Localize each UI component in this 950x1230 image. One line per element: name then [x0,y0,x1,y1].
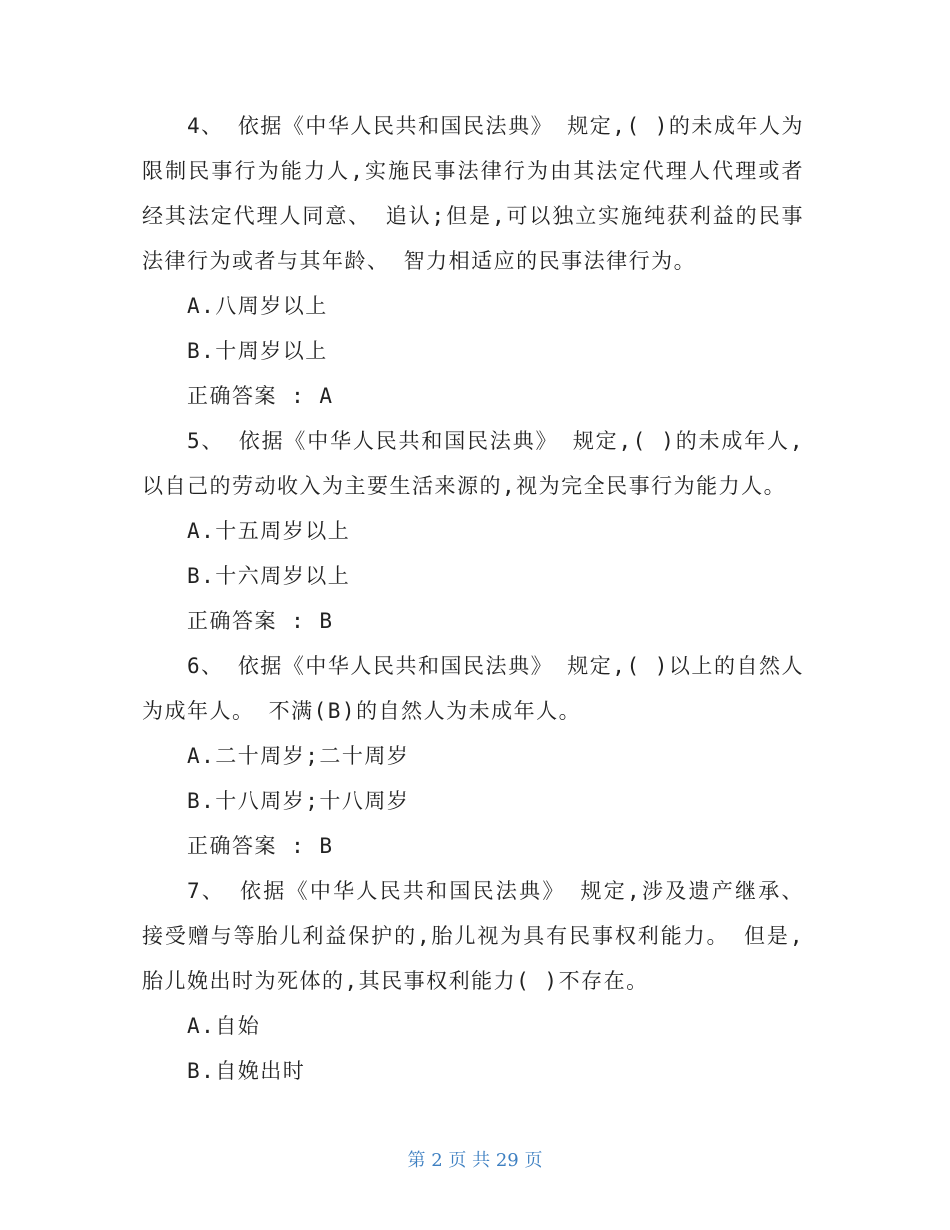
question-4-stem: 4、 依据《中华人民共和国民法典》 规定,( )的未成年人为限制民事行为能力人,实施民事法律行为由其法定代理人代理或者经其法定代理人同意、 追认;但是,可以独立实施纯获利益的民事法律行为或者与其年龄、 智力相适应的民事法律行为。 [142,114,804,273]
question-6-option-a: A.二十周岁;二十周岁 [187,744,410,768]
question-6-option-b: B.十八周岁;十八周岁 [187,789,410,813]
page-number-footer: 第 2 页 共 29 页 [407,1150,543,1171]
question-4-option-a: A.八周岁以上 [187,294,328,318]
document-body [142,104,804,1094]
question-7-stem: 7、 依据《中华人民共和国民法典》 规定,涉及遗产继承、接受赠与等胎儿利益保护的,胎儿视为具有民事权利能力。 但是,胎儿娩出时为死体的,其民事权利能力( )不存在。 [142,879,804,993]
question-5-stem: 5、 依据《中华人民共和国民法典》 规定,( )的未成年人,以自己的劳动收入为主要生活来源的,视为完全民事行为能力人。 [142,429,804,498]
question-4-option-b: B.十周岁以上 [187,339,328,363]
question-6-stem: 6、 依据《中华人民共和国民法典》 规定,( )以上的自然人为成年人。 不满(B)的自然人为未成年人。 [142,654,804,723]
question-4-answer: 正确答案 : A [187,384,334,408]
question-5-option-a: A.十五周岁以上 [187,519,351,543]
question-7-option-a: A.自始 [187,1014,261,1038]
question-5-answer: 正确答案 : B [187,609,334,633]
question-6-answer: 正确答案 : B [187,834,334,858]
question-5-option-b: B.十六周岁以上 [187,564,351,588]
question-7-option-b: B.自娩出时 [187,1059,306,1083]
